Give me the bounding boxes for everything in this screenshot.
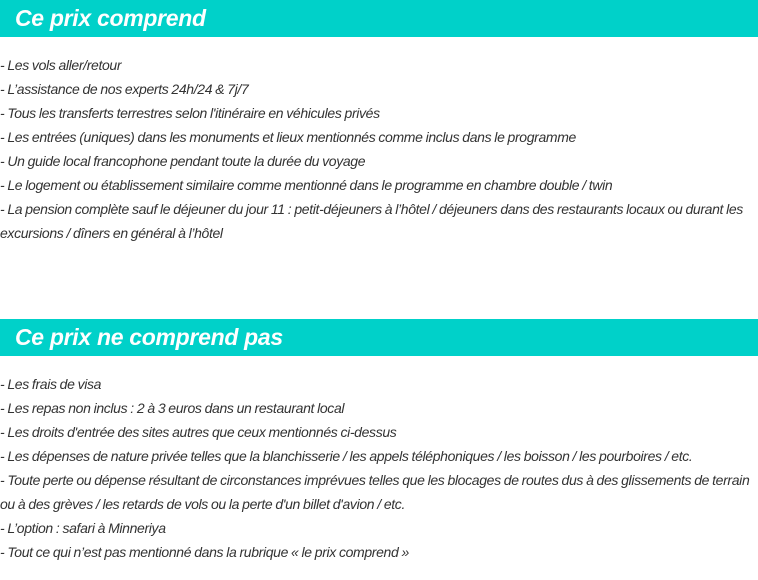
list-item: - Les vols aller/retour (0, 57, 122, 73)
list-item: - Tous les transferts terrestres selon l'itinéraire en véhicules privés (0, 105, 380, 121)
included-list (0, 53, 758, 245)
list-item: - Les frais de visa (0, 376, 102, 392)
list-item: - Un guide local francophone pendant toute la durée du voyage (0, 153, 366, 169)
list-item: - Les entrées (uniques) dans les monuments et lieux mentionnés comme inclus dans le programme (0, 129, 576, 145)
excluded-list (0, 372, 758, 564)
list-item: - Les droits d'entrée des sites autres que ceux mentionnés ci-dessus (0, 424, 397, 440)
list-item: - L’assistance de nos experts 24h/24 & 7j/7 (0, 81, 249, 97)
list-item: - Les repas non inclus : 2 à 3 euros dans un restaurant local (0, 400, 345, 416)
list-item: - Les dépenses de nature privée telles que la blanchisserie / les appels téléphoniques / les boisson / les pourboires / etc. (0, 448, 693, 464)
list-item: - La pension complète sauf le déjeuner du jour 11 : petit-déjeuners à l’hôtel / déjeuners dans des restaurants locaux ou durant les excursions / dîners en général à l’hôtel (0, 201, 743, 241)
list-item: - Toute perte ou dépense résultant de circonstances imprévues telles que les blocages de routes dus à des glissements de terrain ou à des grèves / les retards de vols ou la perte d'un billet d'avion / etc. (0, 472, 750, 512)
list-item: - Le logement ou établissement similaire comme mentionné dans le programme en chambre double / twin (0, 177, 613, 193)
list-item: - Tout ce qui n’est pas mentionné dans la rubrique « le prix comprend » (0, 544, 409, 560)
included-section-title: Ce prix comprend (0, 0, 758, 37)
list-item: - L’option : safari à Minneriya (0, 520, 166, 536)
excluded-section-title: Ce prix ne comprend pas (0, 319, 758, 356)
